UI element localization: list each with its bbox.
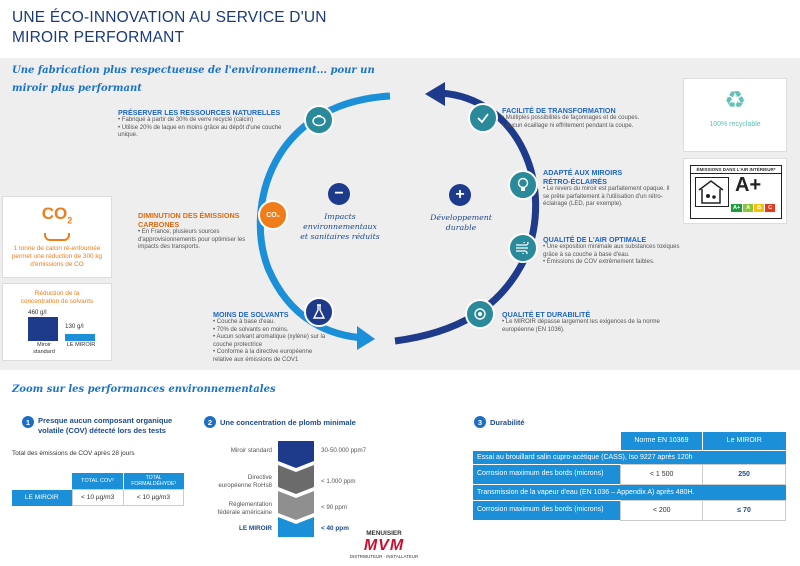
section-solvents — [213, 310, 333, 365]
cov-col-header: TOTAL FORMALDÉHYDE² — [123, 473, 183, 490]
list-item: • Le MIROIR dépasse largement les exigences de la norme européenne (EN 1036). — [502, 319, 672, 334]
cov-title: Presque aucun composant organique volatile (COV) détecté lors des tests — [38, 416, 173, 435]
right-arc-arrowhead — [425, 82, 445, 106]
miroir-label: LE MIROIR — [66, 342, 96, 348]
list-item: • Fabriqué à partir de 30% de verre recyclé (calcin) — [118, 117, 298, 125]
recycle-icon: ♻ — [724, 87, 746, 114]
durability-title: Durabilité — [490, 418, 525, 427]
list-item: • Aucun écaillage ni effritement pendant la coupe. — [502, 123, 680, 131]
list-item: • Utilise 20% de laque en moins grâce au dépôt d'une couche unique. — [118, 125, 298, 140]
wind-icon — [508, 233, 538, 263]
durability-row-label: Corrosion maximum des bords (microns) — [473, 464, 621, 484]
co2-cloud-icon: CO₂ — [258, 200, 288, 230]
list-item: • Le revers du miroir est parfaitement opaque. Il se prête parfaitement à l'utilisation d'un rétro-éclairage (LED, par exemple). — [543, 186, 673, 209]
lead-label: Miroir standard — [230, 447, 272, 454]
lead-chevron — [278, 465, 314, 494]
miroir-bar — [65, 334, 95, 341]
cov-value: < 10 µg/m3 — [123, 490, 183, 506]
co2-symbol: $CO_2$ — [41, 204, 73, 226]
lead-chevron-stack — [278, 441, 314, 546]
list-item: • Multiples possibilités de façonnages et de coupes. — [502, 115, 680, 123]
durability-col-header: Norme EN 10369 — [621, 432, 703, 450]
lead-chevron — [278, 441, 314, 468]
lead-label: Directive européenne RoHs8 — [218, 474, 272, 489]
section-durability-title: QUALITÉ ET DURABILITÉ — [502, 310, 591, 319]
solvent-card — [2, 283, 112, 361]
durability-row-label: Corrosion maximum des bords (microns) — [473, 500, 621, 520]
step-number-2: 2 — [204, 416, 216, 428]
step-number-1: 1 — [22, 416, 34, 428]
cycle-diagram — [0, 58, 800, 370]
durability-value: 250 — [703, 464, 786, 484]
section-carbon — [138, 211, 256, 252]
durability-value: < 200 — [621, 500, 703, 520]
section-air — [543, 235, 688, 267]
piggy-bank-icon — [304, 105, 334, 135]
list-item: • Émissions de COV extrêmement faibles. — [543, 259, 688, 267]
air-grade-scale — [731, 204, 775, 212]
lead-chevron — [278, 491, 314, 520]
miroir-value: 130 g/l — [65, 323, 84, 330]
recyclable-card — [683, 78, 787, 152]
section-transformation — [502, 106, 680, 130]
subtitle-line-2: miroir plus performant — [12, 83, 142, 94]
section-carbon-title: DIMINUTION DES ÉMISSIONS CARBONES — [138, 211, 240, 229]
section-resources-title: PRÉSERVER LES RESSOURCES NATURELLES — [118, 108, 281, 117]
grade-scale-item: A+ — [733, 205, 741, 211]
lead-value: < 40 ppm — [321, 525, 349, 532]
durability-col-header: Le MIROIR — [703, 432, 786, 450]
section-resources — [118, 108, 298, 140]
co2-card — [2, 196, 112, 278]
lead-value: < 1.000 ppm — [321, 478, 356, 485]
lead-label: Réglementation fédérale américaine — [217, 501, 272, 516]
brand-logo: MENUISIER MVM DISTRIBUTEUR · INSTALLATEUR — [349, 530, 419, 559]
impacts-label: Impacts environnementaux et sanitaires réduits — [300, 212, 380, 241]
section-air-title: QUALITÉ DE L'AIR OPTIMALE — [543, 235, 647, 244]
cov-value: < 10 µg/m3 — [72, 490, 123, 506]
durability-test-header: Transmission de la vapeur d'eau (EN 1036 – Appendix A) après 480H. — [473, 484, 786, 500]
subtitle-line-1: Une fabrication plus respectueuse de l'environnement... pour un — [12, 65, 375, 76]
lead-value: 30-50.000 ppm7 — [321, 447, 367, 454]
lead-value: < 90 ppm — [321, 504, 347, 511]
check-icon — [468, 103, 498, 133]
standard-label: Miroir standard — [33, 342, 55, 355]
title-line-1: UNE ÉCO-INNOVATION AU SERVICE D'UN — [12, 9, 327, 26]
standard-bar — [28, 317, 58, 341]
plus-icon: + — [449, 184, 471, 206]
cov-col-header: TOTAL COV² — [72, 473, 123, 490]
zoom-title: Zoom sur les performances environnementales — [12, 384, 276, 395]
air-grade: A+ — [735, 174, 762, 196]
left-arc-arrowhead — [357, 326, 375, 350]
durability-value: < 1 500 — [621, 464, 703, 484]
section-solvents-title: MOINS DE SOLVANTS — [213, 310, 289, 319]
durability-value: ≤ 70 — [703, 500, 786, 520]
recyclable-label: 100% recyclable — [709, 121, 761, 128]
minus-icon: − — [328, 183, 350, 205]
list-item: • Conforme à la directive européenne relative aux émissions de COV1 — [213, 349, 333, 364]
page-title — [12, 8, 327, 48]
durability-test-header: Essai au brouillard salin cupro-acétique (CASS), Iso 9227 après 120h — [473, 450, 786, 464]
lightbulb-icon — [508, 170, 538, 200]
cov-row-label: LE MIROIR — [12, 490, 72, 506]
lead-label: LE MIROIR — [238, 525, 272, 532]
co2-description: 1 tonne de calcin ré-enfournée permet une réduction de 300 kg d'émissions de CO — [11, 245, 103, 268]
grade-scale-item: A — [743, 204, 753, 212]
cov-intro: Total des émissions de COV après 28 jours — [12, 450, 135, 457]
title-line-2: MIROIR PERFORMANT — [12, 29, 185, 46]
section-backlit-title: ADAPTÉ AUX MIROIRS RÉTRO-ÉCLAIRÉS — [543, 168, 623, 186]
grade-scale-item: B — [754, 204, 764, 212]
air-emissions-badge: ÉMISSIONS DANS L'AIR INTÉRIEUR* A+ A+ A B C — [690, 165, 782, 219]
solvent-card-title: Réduction de la concentration de solvants — [20, 290, 94, 305]
list-item: • 70% de solvants en moins. — [213, 327, 333, 335]
cov-table — [12, 473, 184, 506]
quality-badge-icon — [465, 299, 495, 329]
grade-scale-item: C — [765, 204, 775, 212]
list-item: • Une exposition minimale aux substances toxiques grâce à sa couche à base d'eau. — [543, 244, 688, 259]
list-item: • Couche à base d'eau. — [213, 319, 333, 327]
list-item: • Aucun solvant aromatique (xylène) sur la couche protectrice — [213, 334, 333, 349]
standard-value: 460 g/l — [28, 309, 47, 316]
co2-bracket — [44, 233, 70, 241]
section-backlit — [543, 168, 673, 209]
development-label: Développement durable — [430, 213, 492, 232]
step-number-3: 3 — [474, 416, 486, 428]
durability-table — [473, 432, 786, 521]
air-label-card — [683, 158, 787, 224]
house-icon — [695, 177, 729, 207]
section-durability — [502, 310, 672, 334]
list-item: • En France, plusieurs sources d'approvisionnements pour optimiser les impacts des transports. — [138, 229, 256, 252]
section-transformation-title: FACILITÉ DE TRANSFORMATION — [502, 106, 616, 115]
lead-title: Une concentration de plomb minimale — [220, 418, 356, 427]
